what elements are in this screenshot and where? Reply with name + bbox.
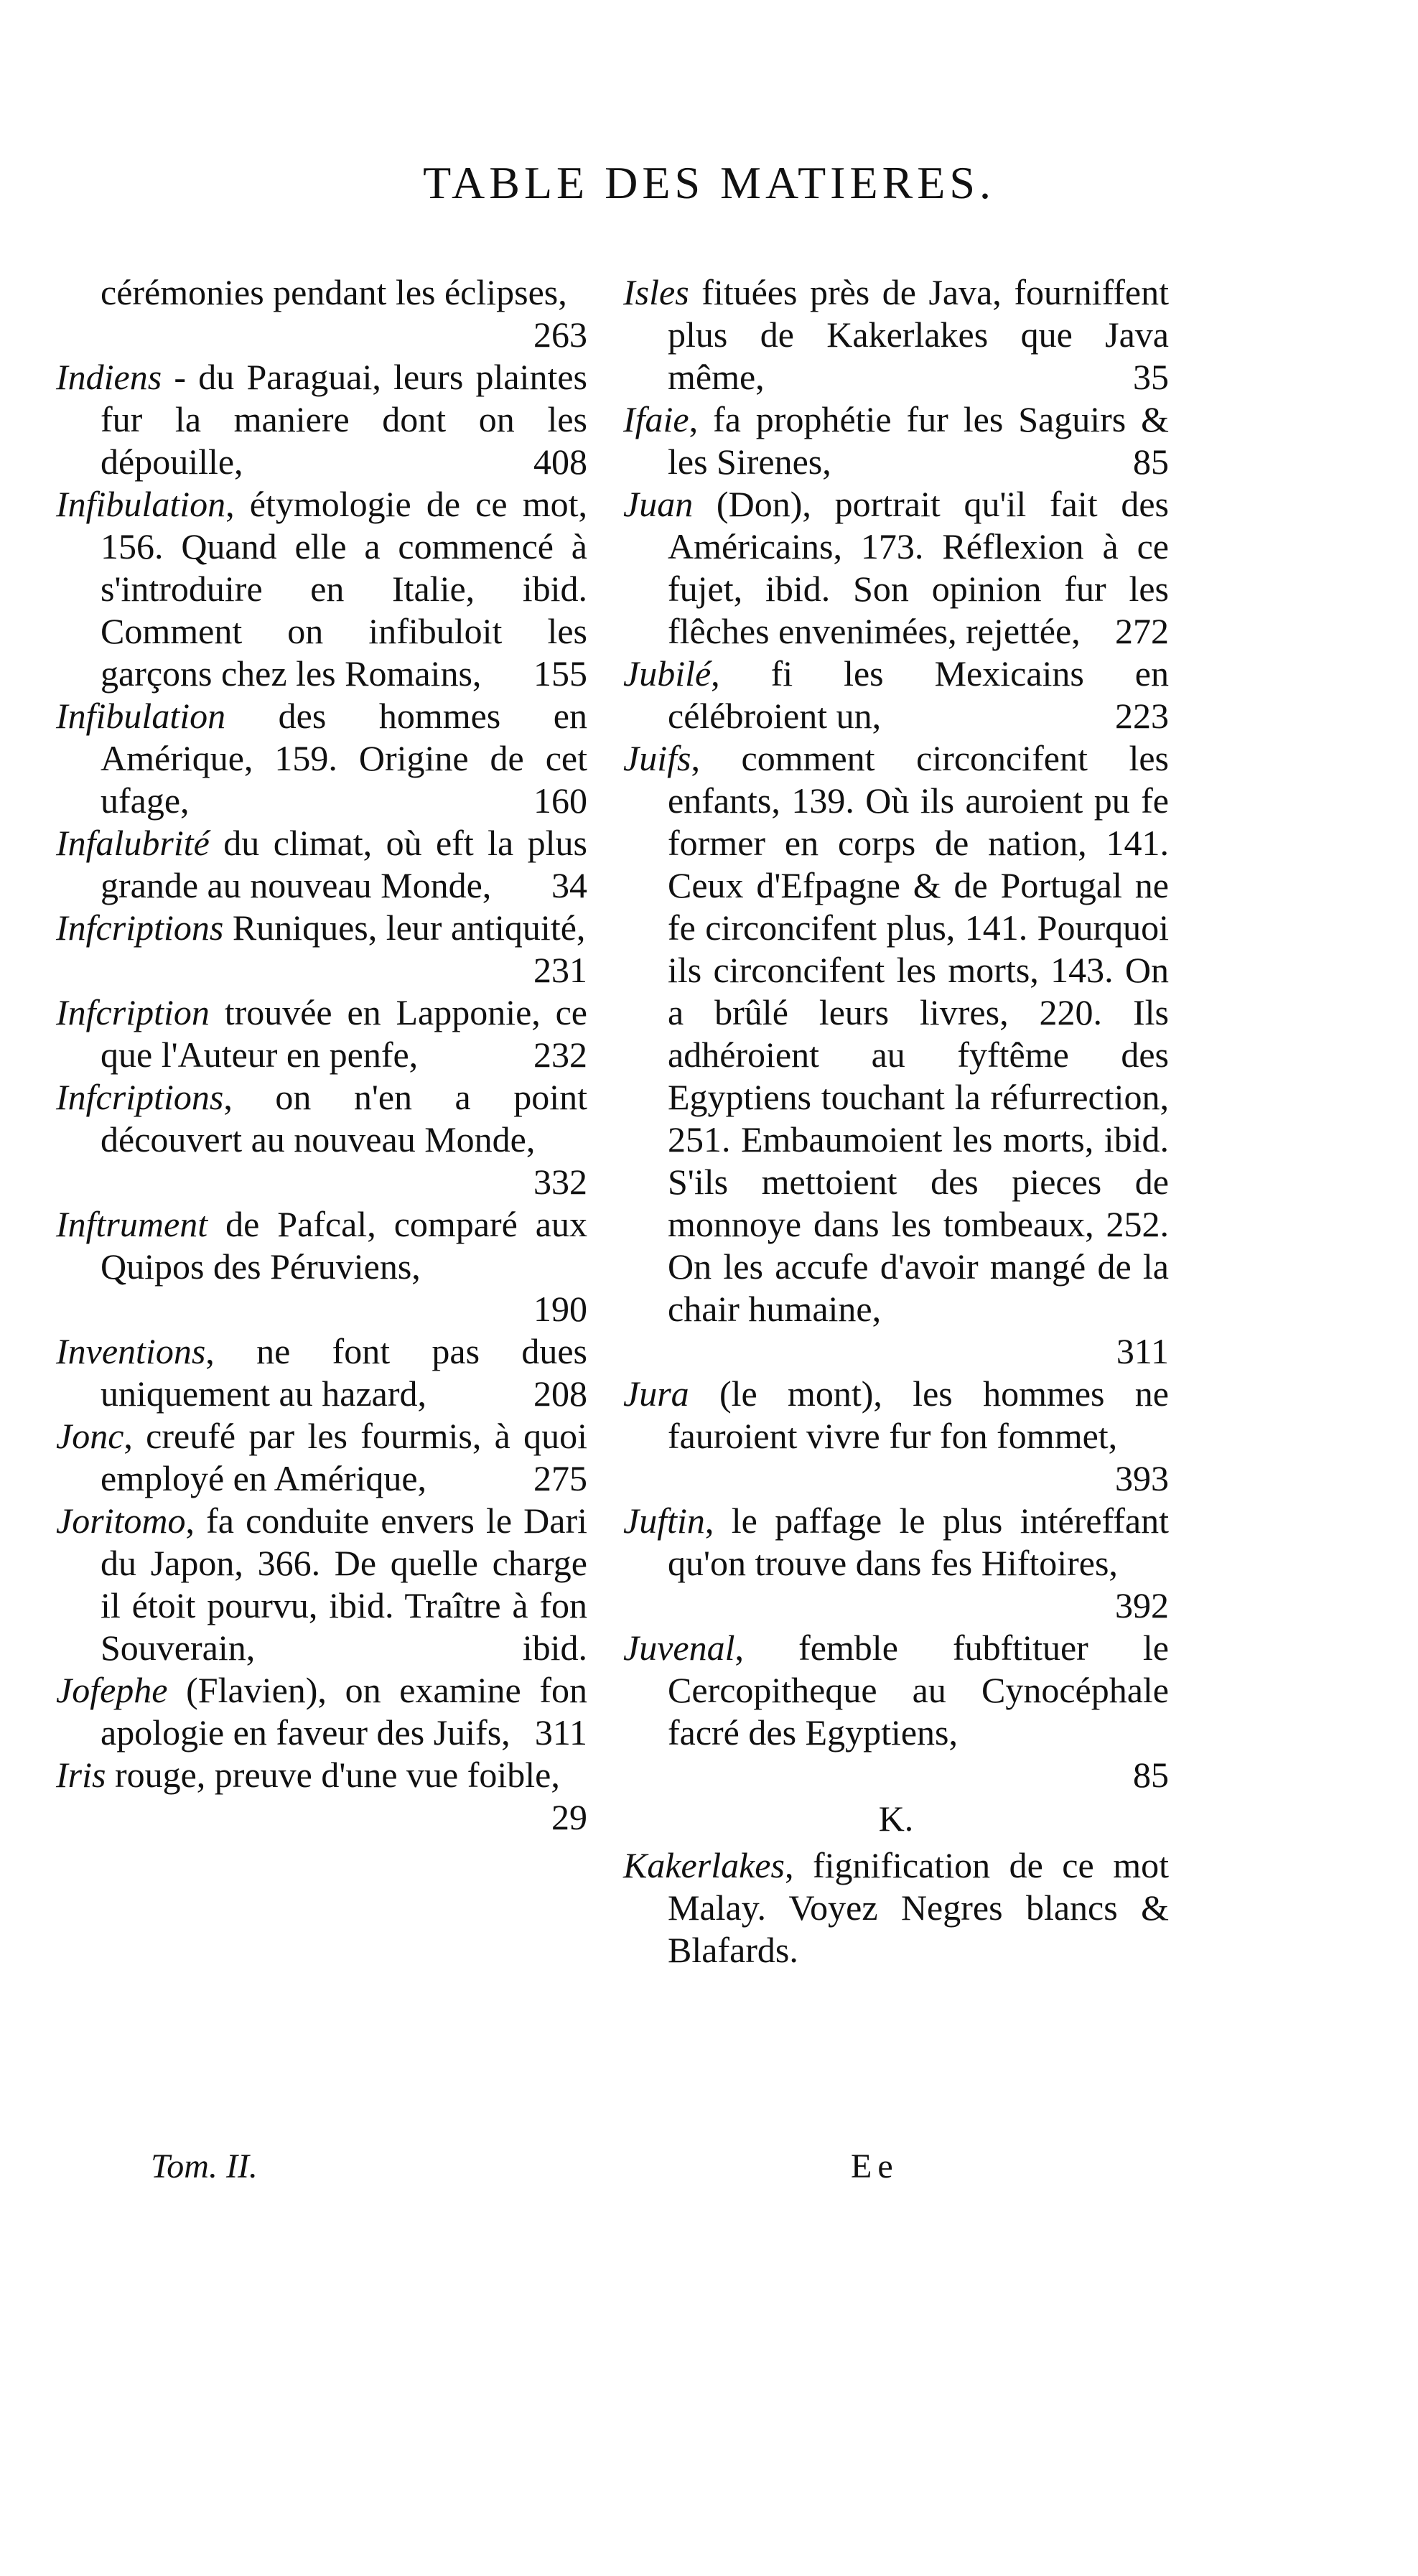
entry-text: , femble fubftituer le Cercopitheque au Cynocéphale facré des Egyptiens, <box>668 1628 1169 1753</box>
index-entry <box>56 356 587 483</box>
entry-page-number: 208 <box>533 1373 587 1414</box>
section-letter: K. <box>878 1798 914 1839</box>
entry-page-number: 34 <box>551 865 587 905</box>
entry-text: - du Paraguai, leurs plaintes fur la maniere dont on les dépouille, <box>101 357 587 482</box>
entry-text: , étymologie de ce mot, 156. Quand elle a commencé à s'introduire en Italie, ibid. Comment on infibuloit les garçons chez les Romains, <box>101 484 587 694</box>
index-entry <box>56 271 587 356</box>
entry-heading: Infibulation <box>56 484 226 524</box>
index-entry <box>623 1844 1169 1971</box>
entry-heading: Infcriptions <box>56 907 224 948</box>
entry-text: de Pafcal, comparé aux Quipos des Péruviens, <box>101 1204 587 1287</box>
index-entry <box>56 1669 587 1754</box>
entry-page-number: 311 <box>1116 1331 1169 1371</box>
entry-page-number: 190 <box>533 1289 587 1329</box>
index-entry <box>623 1373 1169 1500</box>
index-entry <box>56 1500 587 1669</box>
entry-text: , creufé par les fourmis, à quoi employé en Amérique, <box>101 1416 587 1498</box>
index-entry <box>623 737 1169 1373</box>
entry-heading: Jura <box>623 1373 689 1414</box>
entry-page-number: ibid. <box>522 1628 587 1668</box>
entry-page-number: 263 <box>533 314 587 355</box>
entry-page-number: 332 <box>533 1162 587 1202</box>
entry-text: fituées près de Java, fourniffent plus de Kakerlakes que Java même, <box>668 272 1169 397</box>
entry-text: (Don), portrait qu'il fait des Américains, 173. Réflexion à ce fujet, ibid. Son opinion fur les flêches envenimées, rejettée, <box>668 484 1169 651</box>
volume-mark: Tom. II. <box>151 2147 258 2185</box>
entry-text: cérémonies pendant les éclipses, <box>101 272 567 312</box>
entry-heading: Jubilé <box>623 653 712 694</box>
entry-page-number: 85 <box>1133 1755 1169 1795</box>
index-entry <box>623 271 1169 398</box>
entry-text: Runiques, leur antiquité, <box>223 907 586 948</box>
index-entry <box>623 483 1169 653</box>
entry-heading: Infalubrité <box>56 823 210 863</box>
entry-heading: Infcriptions <box>56 1077 224 1117</box>
entry-page-number: 393 <box>1115 1458 1169 1498</box>
entry-page-number: 35 <box>1133 357 1169 397</box>
entry-page-number: 232 <box>533 1035 587 1075</box>
entry-page-number: 272 <box>1115 611 1169 651</box>
entry-page-number: 160 <box>533 780 587 821</box>
entry-text: rouge, preuve d'une vue foible, <box>106 1755 560 1795</box>
index-entry <box>56 483 587 695</box>
entry-text: , le paffage le plus intéreffant qu'on trouve dans fes Hiftoires, <box>668 1501 1169 1583</box>
entry-text: trouvée en Lapponie, ce que l'Auteur en penfe, <box>101 992 587 1075</box>
entry-heading: Iris <box>56 1755 106 1795</box>
index-entry <box>56 1330 587 1415</box>
entry-text: , on n'en a point découvert au nouveau Monde, <box>101 1077 587 1159</box>
entry-heading: Juifs <box>623 738 691 778</box>
entry-heading: Inftrument <box>56 1204 208 1244</box>
entry-heading: Inventions <box>56 1331 206 1371</box>
index-entry <box>56 695 587 822</box>
page-title: TABLE DES MATIERES. <box>423 157 995 208</box>
entry-text: (le mont), les hommes ne fauroient vivre fur fon fommet, <box>668 1373 1169 1456</box>
entry-heading: Infcription <box>56 992 210 1032</box>
entry-text: , fa conduite envers le Dari du Japon, 366. De quelle charge il étoit pourvu, ibid. Traître à fon Souverain, <box>101 1501 587 1668</box>
entry-heading: Juan <box>623 484 694 524</box>
index-column-right <box>623 271 1169 1971</box>
entry-heading: Juftin <box>623 1501 705 1541</box>
entry-heading: Joritomo <box>56 1501 186 1541</box>
entry-page-number: 408 <box>533 442 587 482</box>
index-entry <box>623 398 1169 483</box>
entry-heading: Jonc <box>56 1416 124 1456</box>
entry-heading: Ifaie <box>623 399 689 439</box>
entry-text: (Flavien), on examine fon apologie en faveur des Juifs, <box>101 1670 587 1753</box>
entry-text: du climat, où eft la plus grande au nouveau Monde, <box>101 823 587 905</box>
entry-text: , fi les Mexicains en célébroient un, <box>668 653 1169 736</box>
entry-page-number: 231 <box>533 950 587 990</box>
entry-heading: Juvenal <box>623 1628 735 1668</box>
entry-text: , fa prophétie fur les Saguirs & les Sirenes, <box>668 399 1169 482</box>
entry-heading: Infibulation <box>56 696 226 736</box>
entry-heading: Jofephe <box>56 1670 168 1710</box>
entry-page-number: 29 <box>551 1797 587 1837</box>
entry-page-number: 223 <box>1115 696 1169 736</box>
index-entry <box>56 1415 587 1500</box>
entry-text: des hommes en Amérique, 159. Origine de cet ufage, <box>101 696 587 821</box>
entry-heading: Isles <box>623 272 689 312</box>
entry-page-number: 392 <box>1115 1585 1169 1625</box>
index-entry <box>56 1203 587 1330</box>
index-entry <box>56 907 587 991</box>
index-entry <box>56 822 587 907</box>
entry-text: , ne font pas dues uniquement au hazard, <box>101 1331 587 1414</box>
entry-page-number: 275 <box>533 1458 587 1498</box>
entry-heading: Indiens <box>56 357 162 397</box>
index-entry <box>56 991 587 1076</box>
index-entry <box>623 1500 1169 1627</box>
signature-mark: Ee <box>851 2147 899 2185</box>
index-entry <box>623 1627 1169 1796</box>
index-column-left <box>56 271 587 1839</box>
entry-page-number: 85 <box>1133 442 1169 482</box>
entry-text: , fignification de ce mot Malay. Voyez Negres blancs & Blafards. <box>668 1845 1169 1970</box>
entry-page-number: 155 <box>533 653 587 694</box>
index-entry <box>56 1754 587 1839</box>
index-entry <box>623 653 1169 737</box>
entry-heading: Kakerlakes <box>623 1845 785 1885</box>
index-entry <box>56 1076 587 1203</box>
entry-page-number: 311 <box>534 1712 587 1753</box>
entry-text: , comment circoncifent les enfants, 139. Où ils auroient pu fe former en corps de nation, 141. Ceux d'Efpagne & de Portugal ne fe circoncifent plus, 141. Pourquoi ils circoncifent les morts, 143. On a brûlé leurs livres, 220. Ils adhéroient au fyftême des Egyptiens touchant la réfurrection, 251. Embaumoient les morts, ibid. S'ils mettoient des pieces de monnoye dans les tombeaux, 252. On les accufe d'avoir mangé de la chair humaine, <box>668 738 1169 1329</box>
